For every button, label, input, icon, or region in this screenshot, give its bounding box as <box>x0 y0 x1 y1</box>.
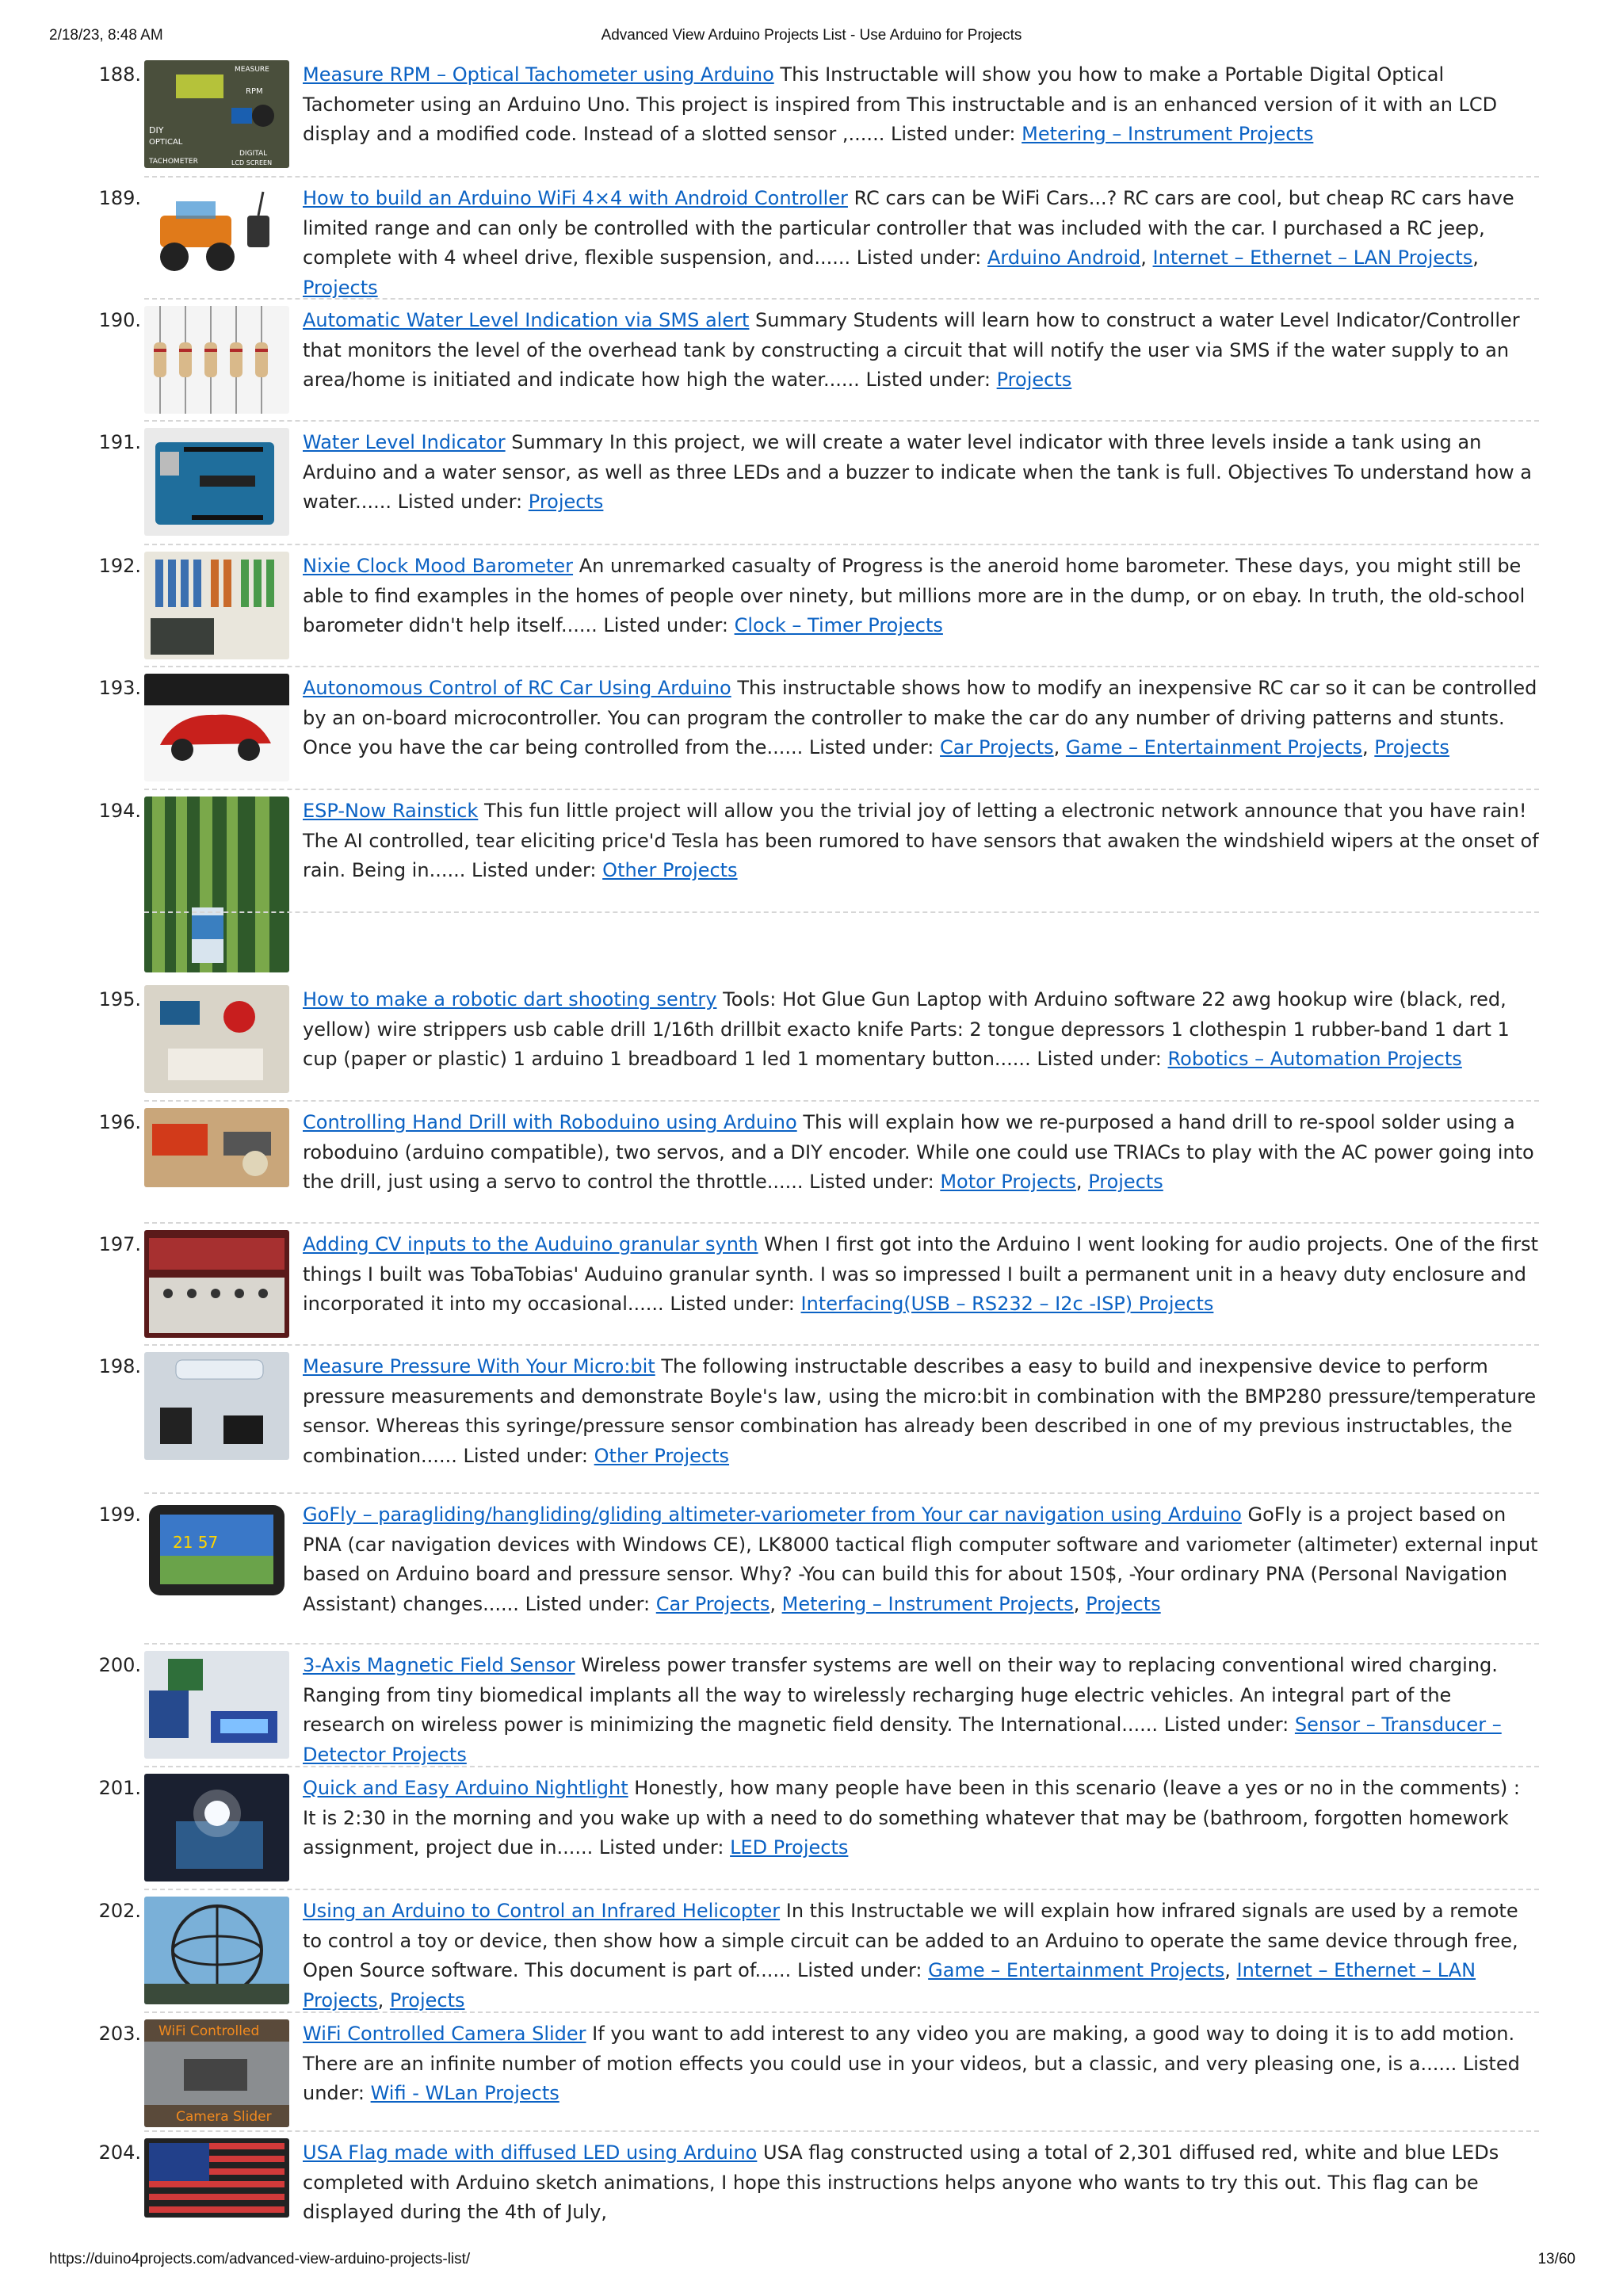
category-link[interactable]: Game – Entertainment Projects <box>1065 736 1363 758</box>
category-link[interactable]: Robotics – Automation Projects <box>1167 1048 1462 1070</box>
category-link[interactable]: Projects <box>1086 1592 1161 1615</box>
project-thumbnail[interactable] <box>144 60 289 168</box>
project-thumbnail[interactable] <box>144 1651 289 1759</box>
entry-text: GoFly – paragliding/hangliding/gliding altimeter-variometer from Your car navigation using Arduino GoFly is a project based on PNA (car navigation devices with Windows CE), LK8000 tactical fligh computer software and variometer (altimeter) external input based on Arduino board and pressure sensor. Why? -You can build this for about 150$, -Your ordinary PNA (Personal Navigation Assistant) changes...... Listed under: Car Projects, Metering – Instrument Projects, Projects <box>303 1503 1538 1615</box>
category-link[interactable]: Projects <box>1088 1171 1163 1193</box>
category-link[interactable]: Projects <box>1374 736 1449 758</box>
project-summary: This Instructable will show you how to make a Portable Digital Optical Tachometer using an Arduino Uno. This project is inspired from This instructable and is an enhanced version of it with an LCD display and a modified code. Instead of a slotted sensor ,...... <box>303 63 1498 145</box>
entry-text <box>303 552 1539 641</box>
entry-number: 204. <box>98 2141 141 2164</box>
entry-text <box>303 306 1539 395</box>
entry-number: 200. <box>98 1654 141 1676</box>
entry-divider <box>144 2011 1539 2013</box>
project-thumbnail[interactable] <box>144 985 289 1093</box>
svg-text:Camera Slider: Camera Slider <box>176 2109 272 2125</box>
listed-under-label: Listed under: <box>471 859 597 881</box>
listed-under-label: Listed under: <box>856 246 982 269</box>
svg-text:RPM: RPM <box>246 87 263 96</box>
listed-under-label: Listed under: <box>303 2052 1520 2104</box>
project-title-link[interactable]: USA Flag made with diffused LED using Arduino <box>303 2141 758 2164</box>
project-summary: GoFly is a project based on PNA (car navigation devices with Windows CE), LK8000 tactical fligh computer software and variometer (altimeter) external input based on Arduino board and pressure sensor. Why? -You can build this for about 150$, -Your ordinary PNA (Personal Navigation Assistant) changes...... <box>303 1503 1538 1615</box>
entry-divider <box>144 1643 1539 1645</box>
project-title-link[interactable]: GoFly – paragliding/hangliding/gliding altimeter-variometer from Your car navigation using Arduino <box>303 1503 1242 1526</box>
category-link[interactable]: Other Projects <box>602 859 738 881</box>
project-thumbnail[interactable] <box>144 2138 289 2218</box>
svg-text:WiFi Controlled: WiFi Controlled <box>158 2023 260 2039</box>
entry-divider <box>144 789 1539 790</box>
category-link[interactable]: Metering – Instrument Projects <box>781 1592 1074 1615</box>
project-thumbnail[interactable] <box>144 1108 289 1187</box>
project-thumbnail[interactable] <box>144 1897 289 2004</box>
project-title-link[interactable]: Measure RPM – Optical Tachometer using Arduino <box>303 63 774 86</box>
project-title-link[interactable]: ESP-Now Rainstick <box>303 800 479 822</box>
listed-under-label: Listed under: <box>890 123 1016 145</box>
print-url: https://duino4projects.com/advanced-view-arduino-projects-list/ <box>49 2251 471 2267</box>
category-link[interactable]: Arduino Android <box>987 246 1141 269</box>
entry-divider <box>144 666 1539 667</box>
entry-text <box>303 428 1539 518</box>
project-summary: An unremarked casualty of Progress is the aneroid home barometer. These days, you might still be able to find examples in the homes of people over ninety, but millions more are in the dump, or on ebay. In truth, the old-school barometer didn't help itself...... <box>303 555 1526 636</box>
entry-number: 193. <box>98 677 141 699</box>
listed-under-label: Listed under: <box>865 369 991 391</box>
category-link[interactable]: Internet – Ethernet – LAN Projects <box>303 1959 1476 2011</box>
entry-number: 194. <box>98 800 141 822</box>
entry-text <box>303 60 1539 150</box>
entry-divider <box>144 1222 1539 1224</box>
listed-under-label: Listed under: <box>1037 1048 1162 1070</box>
project-title-link[interactable]: How to make a robotic dart shooting sentry <box>303 988 717 1010</box>
entry-number: 188. <box>98 63 141 86</box>
entry-number: 190. <box>98 309 141 331</box>
entry-divider <box>144 1100 1539 1102</box>
project-summary: USA flag constructed using a total of 2,301 diffused red, white and blue LEDs completed with Arduino sketch animations, I hope this instructions helps anyone who wants to try this out. This flag can be displayed during the 4th of July, <box>303 2141 1499 2223</box>
listed-under-label: Listed under: <box>603 614 728 636</box>
svg-text:MEASURE: MEASURE <box>235 66 269 74</box>
project-summary: Wireless power transfer systems are well on their way to replacing conventional wired charging. Ranging from tiny biomedical implants all the way to wirelessly recharging huge electric vehicles. An integral part of the research on wireless power is minimizing the magnetic field density. The International...... <box>303 1654 1498 1736</box>
entry-text <box>303 1230 1539 1320</box>
entry-text <box>303 2019 1539 2109</box>
project-title-link[interactable]: Quick and Easy Arduino Nightlight <box>303 1777 628 1799</box>
project-summary: This instructable shows how to modify an inexpensive RC car so it can be controlled by an on-board microcontroller. You can program the controller to make the car do any number of driving patterns and stunts. Once you have the car being controlled from the...... <box>303 677 1537 758</box>
entry-number: 203. <box>98 2023 141 2045</box>
listed-under-label: Listed under: <box>1163 1713 1289 1736</box>
project-summary: In this Instructable we will explain how infrared signals are used by a remote to control a toy or device, then show how a simple circuit can be added to an Arduino to operate the same device through free, Open Source software. This document is part of...... <box>303 1900 1518 1981</box>
svg-text:DIY: DIY <box>149 125 164 136</box>
entry-divider <box>144 1766 1539 1767</box>
category-link[interactable]: Game – Entertainment Projects <box>928 1959 1225 1981</box>
project-summary: RC cars can be WiFi Cars...? RC cars are cool, but cheap RC cars have limited range and can only be controlled with the particular controller that was included with the car. I purchased a RC jeep, complete with 4 wheel drive, flexible suspension, and...... <box>303 187 1514 269</box>
entry-text: Controlling Hand Drill with Roboduino using Arduino This will explain how we re-purposed a hand drill to re-spool solder using a roboduino (arduino compatible), two servos, and a DIY encoder. While one could use TRIACs to play with the AC power going into the drill, just using a servo to control the throttle...... Listed under: Motor Projects, Projects <box>303 1111 1534 1193</box>
category-link[interactable]: Projects <box>996 369 1072 391</box>
project-title-link[interactable]: Adding CV inputs to the Auduino granular synth <box>303 1233 758 1255</box>
project-summary: If you want to add interest to any video you are making, a good way to doing it is to add motion. There are an infinite number of motion effects you could use in your videos, but a classic, and very pleasing one, is a...... <box>303 2023 1515 2075</box>
entry-text <box>303 1651 1539 1770</box>
listed-under-label: Listed under: <box>808 736 934 758</box>
svg-text:TACHOMETER: TACHOMETER <box>149 158 198 166</box>
entry-divider <box>144 1344 1539 1346</box>
entry-number: 191. <box>98 431 141 453</box>
project-thumbnail[interactable] <box>144 1774 289 1881</box>
category-link[interactable]: Car Projects <box>940 736 1054 758</box>
category-link[interactable]: Sensor – Transducer – Detector Projects <box>303 1713 1502 1766</box>
project-title-link[interactable]: Autonomous Control of RC Car Using Arduino <box>303 677 731 699</box>
listed-under-label: Listed under: <box>525 1592 651 1615</box>
category-link[interactable]: Other Projects <box>594 1444 730 1467</box>
project-thumbnail[interactable] <box>144 1230 289 1338</box>
project-title-link[interactable]: Measure Pressure With Your Micro:bit <box>303 1355 655 1377</box>
entry-number: 196. <box>98 1111 141 1133</box>
listed-under-label: Listed under: <box>463 1444 589 1467</box>
entry-divider <box>144 420 1539 422</box>
project-title-link[interactable]: Nixie Clock Mood Barometer <box>303 555 574 577</box>
project-summary: The following instructable describes a easy to build and inexpensive device to perform pressure measurements and demonstrate Boyle's law, using the micro:bit in combination with the BMP280 pressure/temperature sensor. Whereas this syringe/pressure sensor combination has already been described in one of my previous instructables, the combination...... <box>303 1355 1537 1467</box>
category-link[interactable]: Metering – Instrument Projects <box>1022 123 1314 145</box>
entry-number: 199. <box>98 1503 141 1526</box>
entry-text <box>303 985 1539 1075</box>
entry-text <box>303 797 1539 886</box>
project-title-link[interactable]: Controlling Hand Drill with Roboduino using Arduino <box>303 1111 797 1133</box>
entry-divider <box>144 298 1539 300</box>
project-title-link[interactable]: WiFi Controlled Camera Slider <box>303 2023 586 2045</box>
listed-under-label: Listed under: <box>598 1836 724 1859</box>
print-page-title: Advanced View Arduino Projects List - Use Arduino for Projects <box>601 27 1022 44</box>
project-title-link[interactable]: How to build an Arduino WiFi 4×4 with Android Controller <box>303 187 848 209</box>
project-thumbnail[interactable] <box>144 184 289 292</box>
print-datetime: 2/18/23, 8:48 AM <box>49 27 163 44</box>
project-summary: Summary In this project, we will create a water level indicator with three levels inside a tank using an Arduino and a water sensor, as well as three LEDs and a buzzer to indicate when the tank is full. Objectives To understand how a water...... <box>303 431 1532 513</box>
category-link[interactable]: Projects <box>528 491 604 513</box>
category-link[interactable]: Projects <box>389 1988 465 2011</box>
project-title-link[interactable]: Using an Arduino to Control an Infrared Helicopter <box>303 1900 781 1922</box>
project-thumbnail[interactable] <box>144 797 289 972</box>
project-title-link[interactable]: Automatic Water Level Indication via SMS alert <box>303 309 750 331</box>
entry-number: 202. <box>98 1900 141 1922</box>
project-thumbnail[interactable] <box>144 2019 289 2127</box>
print-header <box>0 27 1623 51</box>
project-title-link[interactable]: 3-Axis Magnetic Field Sensor <box>303 1654 575 1676</box>
entry-divider <box>144 1492 1539 1494</box>
entry-number: 198. <box>98 1355 141 1377</box>
category-link[interactable]: Clock – Timer Projects <box>734 614 943 636</box>
project-summary: Summary Students will learn how to construct a water Level Indicator/Controller that monitors the level of the overhead tank by constructing a circuit that will notify the user via SMS if the water supply to an area/home is initiated and indicate how high the water...... <box>303 309 1520 391</box>
project-thumbnail[interactable] <box>144 306 289 414</box>
entry-text: Autonomous Control of RC Car Using Arduino This instructable shows how to modify an inexpensive RC car so it can be controlled by an on-board microcontroller. You can program the controller to make the car do any number of driving patterns and stunts. Once you have the car being controlled from the...... Listed under: Car Projects, Game – Entertainment Projects, Projects <box>303 677 1537 758</box>
listed-under-label: Listed under: <box>670 1293 795 1315</box>
category-link[interactable]: Interfacing(USB – RS232 – I2c -ISP) Projects <box>800 1293 1214 1315</box>
category-link[interactable]: Motor Projects <box>940 1171 1076 1193</box>
project-thumbnail[interactable] <box>144 552 289 659</box>
listed-under-label: Listed under: <box>397 491 523 513</box>
page-counter: 13/60 <box>1537 2251 1575 2267</box>
entry-number: 197. <box>98 1233 141 1255</box>
print-footer <box>0 2251 1623 2275</box>
project-thumbnail[interactable] <box>144 1352 289 1460</box>
project-summary: When I first got into the Arduino I went looking for audio projects. One of the first things I built was TobaTobias' Auduino granular synth. I was so impressed I built a permanent unit in a heavy duty enclosure and incorporated it into my occasional...... <box>303 1233 1539 1315</box>
entry-text <box>303 1774 1539 1863</box>
project-summary: Tools: Hot Glue Gun Laptop with Arduino software 22 awg hookup wire (black, red, yellow) wire strippers usb cable drill 1/16th drillbit exacto knife Parts: 2 tongue depressors 1 clothespin 1 rubber-band 1 dart 1 cup (paper or plastic) 1 arduino 1 breadboard 1 led 1 momentary button...... <box>303 988 1510 1070</box>
entry-divider <box>144 1889 1539 1890</box>
entry-number: 195. <box>98 988 141 1010</box>
entry-number: 189. <box>98 187 141 209</box>
svg-text:LCD SCREEN: LCD SCREEN <box>231 159 273 166</box>
project-thumbnail[interactable] <box>144 674 289 781</box>
listed-under-label: Listed under: <box>809 1171 934 1193</box>
entry-text: How to build an Arduino WiFi 4×4 with Android Controller RC cars can be WiFi Cars...? RC cars are cool, but cheap RC cars have limited range and can only be controlled with the particular controller that was included with the car. I purchased a RC jeep, complete with 4 wheel drive, flexible suspension, and...... Listed under: Arduino Android, Internet – Ethernet – LAN Projects, Projects <box>303 187 1514 299</box>
svg-text:DIGITAL: DIGITAL <box>239 150 268 158</box>
project-thumbnail[interactable] <box>144 1500 289 1600</box>
entry-divider <box>144 911 1539 913</box>
category-link[interactable]: LED Projects <box>730 1836 849 1859</box>
project-title-link[interactable]: Water Level Indicator <box>303 431 506 453</box>
entry-text: Using an Arduino to Control an Infrared Helicopter In this Instructable we will explain how infrared signals are used by a remote to control a toy or device, then show how a simple circuit can be added to an Arduino to operate the same device through free, Open Source software. This document is part of...... Listed under: Game – Entertainment Projects, Internet – Ethernet – LAN Projects, Projects <box>303 1900 1518 2011</box>
project-thumbnail[interactable] <box>144 428 289 536</box>
svg-text:OPTICAL: OPTICAL <box>149 138 183 147</box>
entry-divider <box>144 544 1539 545</box>
svg-text:21 57: 21 57 <box>173 1533 219 1552</box>
category-link[interactable]: Projects <box>303 276 378 299</box>
category-link[interactable]: Internet – Ethernet – LAN Projects <box>1152 246 1473 269</box>
listed-under-label: Listed under: <box>796 1959 922 1981</box>
project-summary: This fun little project will allow you the trivial joy of letting a electronic network announce that you have rain! The AI controlled, tear eliciting price'd Tesla has been rumored to have sensors that awaken the windshield wipers at the onset of rain. Being in...... <box>303 800 1539 881</box>
entry-number: 201. <box>98 1777 141 1799</box>
entry-text <box>303 1352 1539 1471</box>
entry-divider <box>144 176 1539 178</box>
entry-number: 192. <box>98 555 141 577</box>
entry-text <box>303 2138 1539 2228</box>
category-link[interactable]: Car Projects <box>655 1592 770 1615</box>
category-link[interactable]: Wifi - WLan Projects <box>370 2082 559 2104</box>
entry-divider <box>144 2130 1539 2132</box>
project-summary: This will explain how we re-purposed a hand drill to re-spool solder using a roboduino (arduino compatible), two servos, and a DIY encoder. While one could use TRIACs to play with the AC power going into the drill, just using a servo to control the throttle...... <box>303 1111 1534 1193</box>
project-summary: Honestly, how many people have been in this scenario (leave a yes or no in the comments) : It is 2:30 in the morning and you wake up with a need to do something whatever that may be (bathroom, forgotten homework assignment, project due in...... <box>303 1777 1520 1859</box>
